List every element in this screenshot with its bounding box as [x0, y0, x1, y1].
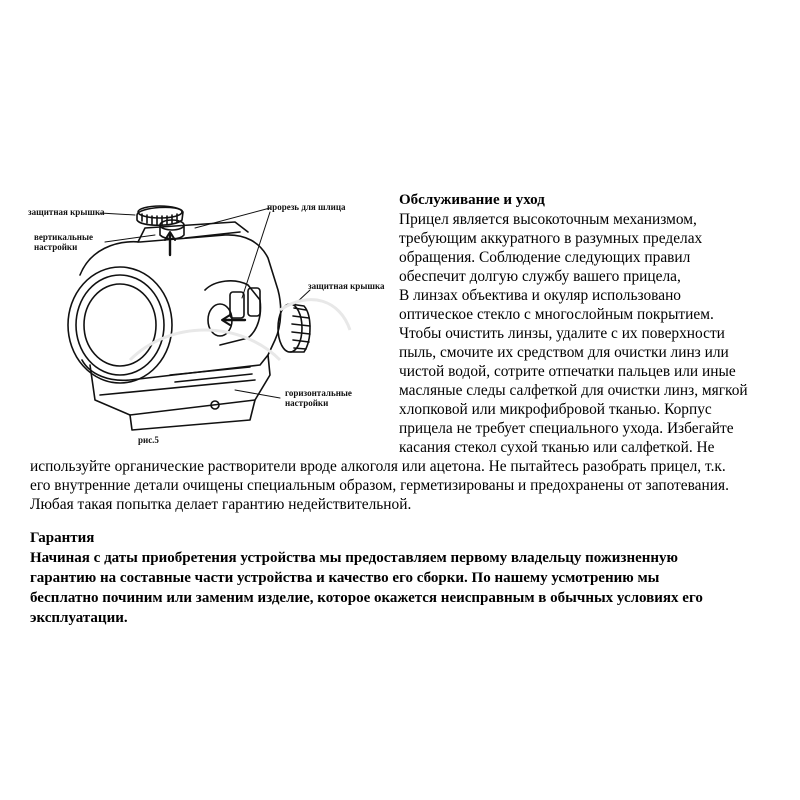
- text-line: пыль, смочите их средством для очистки линз или: [399, 344, 729, 361]
- label-cap-side: защитная крышка: [308, 281, 385, 291]
- figure-caption: рис.5: [138, 435, 159, 445]
- text-line: требующим аккуратного в разумных пределах: [399, 230, 703, 247]
- sight-drawing: [20, 180, 390, 460]
- maintenance-paragraph-right: [399, 210, 748, 457]
- text-line: эксплуатации.: [30, 610, 128, 626]
- warranty-paragraph: [30, 548, 703, 628]
- text-line: обеспечит долгую службу вашего прицела,: [399, 268, 681, 285]
- text-line: обращения. Соблюдение следующих правил: [399, 249, 691, 266]
- text-line: В линзах объектива и окуляр использовано: [399, 287, 681, 304]
- text-line: Любая такая попытка делает гарантию недействительной.: [30, 496, 412, 513]
- label-vertical-adjust: вертикальные настройки: [34, 232, 93, 252]
- text-line: масляные следы салфеткой для очистки линз, мягкой: [399, 382, 748, 399]
- text-line: Чтобы очистить линзы, удалите с их поверхности: [399, 325, 725, 342]
- text-line: касания стекол сухой тканью или салфеткой. Не: [399, 439, 715, 456]
- text-line: чистой водой, сотрите отпечатки пальцев или иные: [399, 363, 736, 380]
- text-line: Прицел является высокоточным механизмом,: [399, 211, 697, 228]
- maintenance-title: Обслуживание и уход: [399, 192, 545, 208]
- maintenance-paragraph-wide: [30, 457, 729, 514]
- text-line: его внутренние детали очищены специальным образом, герметизированы и предохранены от запотевания.: [30, 477, 729, 494]
- warranty-title: Гарантия: [30, 530, 95, 546]
- text-line: Начиная с даты приобретения устройства мы предоставляем первому владельцу пожизненную: [30, 550, 678, 566]
- label-slot: прорезь для шлица: [267, 202, 346, 212]
- text-line: бесплатно починим или заменим изделие, которое окажется неисправным в обычных условиях его: [30, 590, 703, 606]
- text-line: гарантию на составные части устройства и качество его сборки. По нашему усмотрению мы: [30, 570, 660, 586]
- text-line: используйте органические растворители вроде алкоголя или ацетона. Не пытайтесь разобрать прицел, т.к.: [30, 458, 726, 475]
- label-horizontal-adjust: горизонтальные настройки: [285, 388, 352, 408]
- text-line: оптическое стекло с многослойным покрытием.: [399, 306, 714, 323]
- label-cap-top: защитная крышка: [28, 207, 105, 217]
- text-line: хлопковой или микрофибровой тканью. Корпус: [399, 401, 712, 418]
- sight-illustration: [20, 180, 390, 460]
- text-line: прицела не требует специального ухода. Избегайте: [399, 420, 734, 437]
